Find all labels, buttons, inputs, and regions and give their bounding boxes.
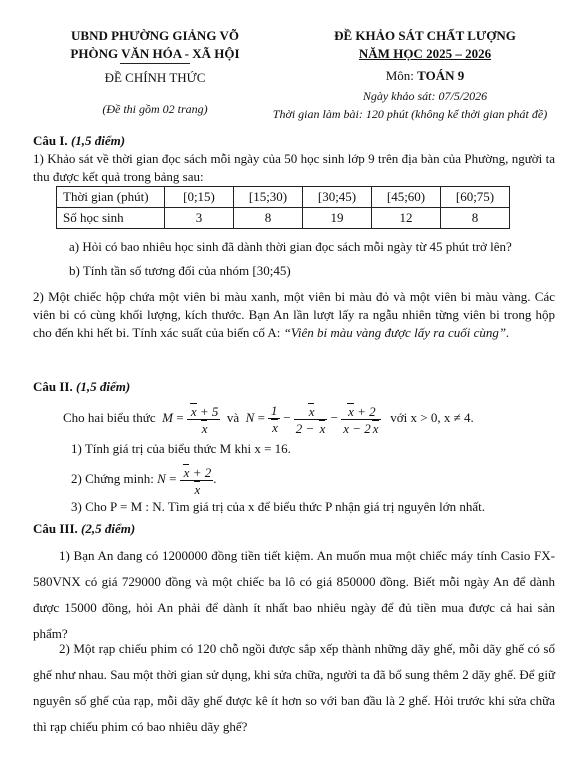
fraction-n1: $\frac{1}{x}$: [268, 403, 280, 435]
table-cell: 8: [234, 208, 303, 229]
school-year: NĂM HỌC 2025 – 2026: [358, 46, 492, 61]
section-2-q1: 1) Tính giá trị của biểu thức M khi x = 16.: [71, 441, 291, 456]
fraction-m: $\frac{x + 5}{x}$: [187, 403, 221, 436]
table-cell: [60;75): [441, 187, 510, 208]
exam-title: ĐỀ KHẢO SÁT CHẤT LƯỢNG: [334, 28, 516, 43]
section-1-q1a: a) Hỏi có bao nhiêu học sinh đã dành thời gian đọc sách mỗi ngày từ 45 phút trở lên?: [69, 239, 512, 254]
reading-time-table: [56, 186, 510, 229]
table-row: [57, 187, 510, 208]
header-right: [272, 28, 550, 122]
table-cell: [30;45): [303, 187, 372, 208]
table-row: [57, 208, 510, 229]
section-1-q1b: b) Tính tần số tương đối của nhóm [30;45): [69, 263, 291, 278]
table-header-time: Thời gian (phút): [57, 187, 165, 208]
section-1-q1-text: 1) Khảo sát về thời gian đọc sách mỗi ngày của 50 học sinh lớp 9 trên địa bàn của Phường, người ta thu được kết quả trong bảng sau:: [33, 151, 555, 184]
official-label: ĐỀ CHÍNH THỨC: [104, 70, 206, 85]
fraction-n2: $\frac{x}{2 - x}$: [295, 403, 326, 436]
section-3-q2: 2) Một rạp chiếu phim có 120 chỗ ngồi được sắp xếp thành những dãy ghế, mỗi dãy ghế có số ghế như nhau. Sau một thời gian sử dụng, khi sửa chữa, người ta đã bổ sung thêm 2 dãy ghế. Để giữ nguyên số ghế của rạp, mỗi dãy ghế được kê ít hơn so với ban đầu là 2 ghế. Hỏi trước khi sửa chữa thì rạp chiếu phim có bao nhiêu dãy ghế?: [33, 641, 555, 734]
section-2-expressions: Cho hai biểu thức M = $\frac{x + 5}{x}$ và N = $\frac{1}{x}$ − $\frac{x}{2 - x}$ − $\frac{x + 2}{x - 2 x}$ với x > 0, x ≠ 4.: [63, 403, 474, 436]
table-cell: [0;15): [165, 187, 234, 208]
section-3-title: Câu III. (2,5 điểm): [33, 521, 136, 536]
table-header-students: Số học sinh: [57, 208, 165, 229]
table-cell: 19: [303, 208, 372, 229]
table-cell: 12: [372, 208, 441, 229]
fraction-n3: $\frac{x + 2}{x - 2 x}$: [343, 403, 379, 436]
section-2-title: Câu II. (1,5 điểm): [33, 379, 131, 394]
section-1-title: Câu I. (1,5 điểm): [33, 133, 126, 148]
subject: Môn: TOÁN 9: [385, 68, 465, 83]
page-count-note: (Đề thi gồm 02 trang): [102, 102, 208, 116]
ward-name: UBND PHƯỜNG GIẢNG VÕ: [71, 28, 239, 43]
table-cell: [45;60): [372, 187, 441, 208]
exam-date: Ngày khảo sát: 07/5/2026: [362, 89, 488, 103]
exam-duration: Thời gian làm bài: 120 phút (không kể thời gian phát đề): [272, 107, 548, 121]
section-3-q1: 1) Bạn An đang có 1200000 đồng tiền tiết kiệm. An muốn mua một chiếc máy tính Casio FX-580VNX có giá 729000 đồng và một chiếc ba lô có giá 850000 đồng. Biết mỗi ngày An để dành được 15000 đồng, hỏi An phải để dành ít nhất bao nhiêu ngày để đủ tiền mua được cả hai sản phẩm?: [33, 548, 555, 641]
fraction-proof: $\frac{x + 2}{x}$: [180, 464, 214, 497]
table-cell: [15;30): [234, 187, 303, 208]
section-1-q2: 2) Một chiếc hộp chứa một viên bi màu xanh, một viên bi màu đỏ và một viên bi màu vàng. Các viên bi có cùng khối lượng, kích thước. Bạn An lần lượt lấy ra ngẫu nhiên từng viên bi trong hộp cho đến khi hết bi. Tính xác suất của biến cố A: “Viên bi màu vàng được lấy ra cuối cùng”.: [33, 289, 555, 340]
section-2-q2: 2) Chứng minh: N = $\frac{x + 2}{x}$ .: [71, 464, 217, 497]
section-2-q3: 3) Cho P = M : N. Tìm giá trị của x để biểu thức P nhận giá trị nguyên lớn nhất.: [71, 499, 485, 514]
department-name: PHÒNG VĂN HÓA - XÃ HỘI: [70, 46, 240, 61]
table-cell: 8: [441, 208, 510, 229]
table-cell: 3: [165, 208, 234, 229]
header-left-rule: [120, 63, 190, 64]
header-left: [60, 28, 250, 117]
